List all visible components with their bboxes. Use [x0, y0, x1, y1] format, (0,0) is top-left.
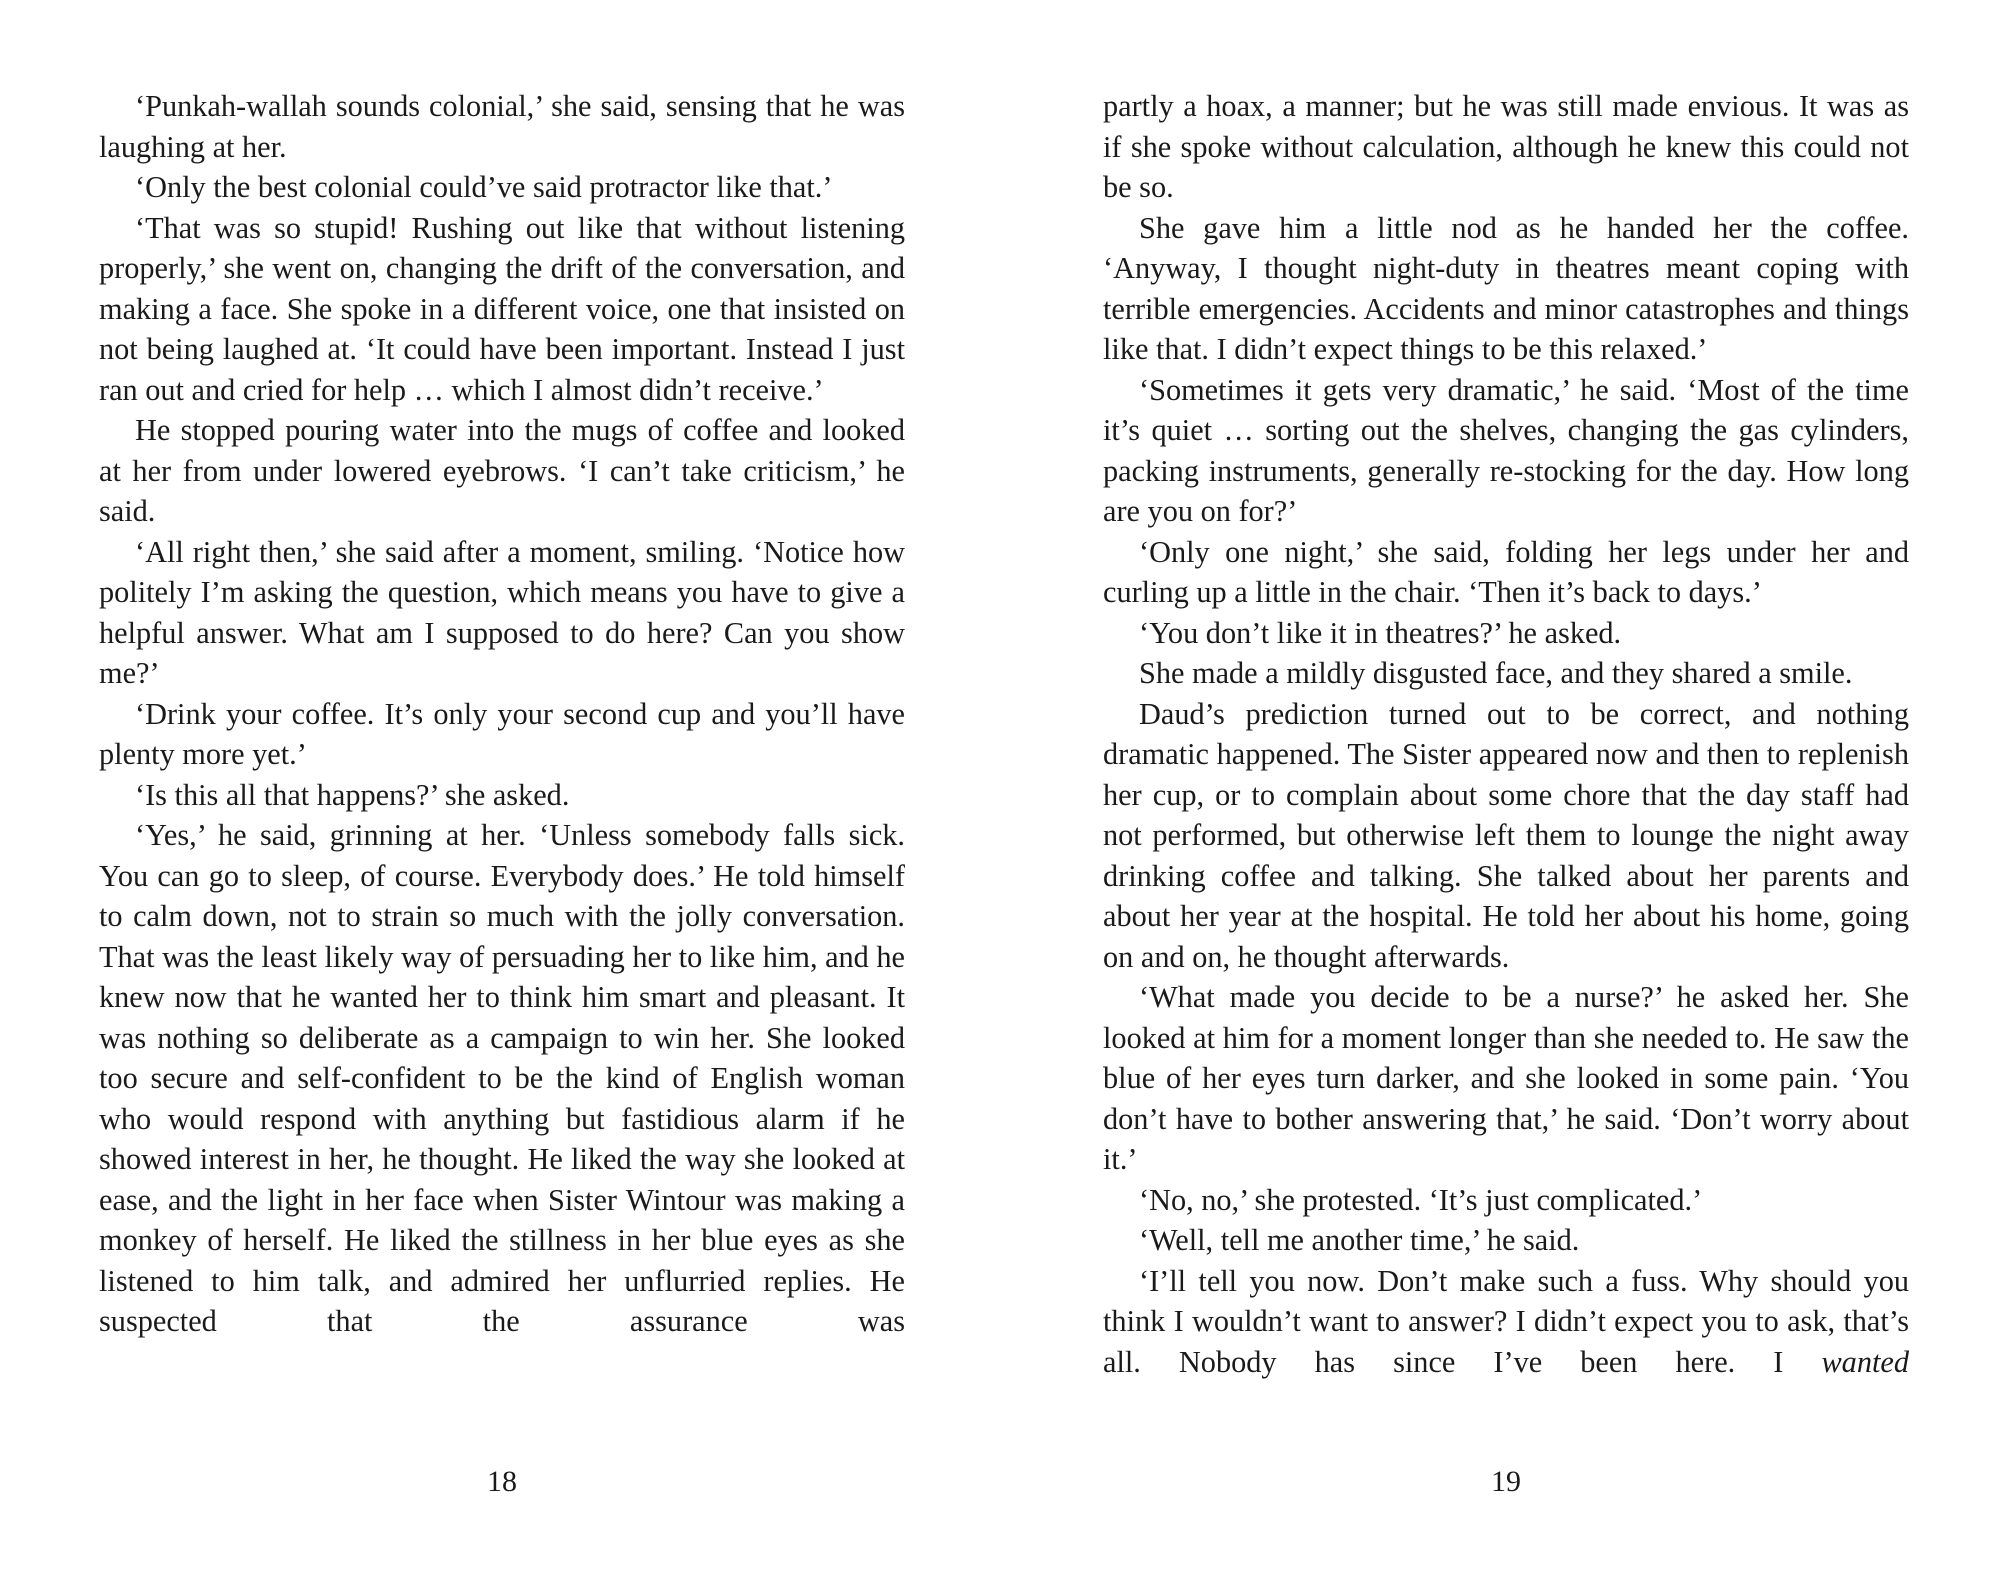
paragraph: ‘Well, tell me another time,’ he said.	[1139, 1223, 1580, 1257]
paragraph: ‘What made you decide to be a nurse?’ he asked her. She looked at him for a moment longer than she needed to. He saw the blue of her eyes turn darker, and she looked in some pain. ‘You don’t have to bother answering that,’ he said. ‘Don’t worry about it.’	[1103, 980, 1909, 1176]
paragraph: ‘You don’t like it in theatres?’ he asked.	[1139, 615, 1622, 650]
paragraph: ‘All right then,’ she said after a moment, smiling. ‘Notice how politely I’m asking the question, which means you have to give a helpful answer. What am I supposed to do here? Can you show me?’	[99, 534, 905, 690]
right-page	[1103, 86, 1909, 1382]
paragraph: He stopped pouring water into the mugs of coffee and looked at her from under lowered eyebrows. ‘I can’t take criticism,’ he said.	[99, 413, 905, 528]
paragraph: ‘No, no,’ she protested. ‘It’s just complicated.’	[1139, 1182, 1703, 1217]
paragraph: She gave him a little nod as he handed her the coffee. ‘Anyway, I thought night-duty in theatres meant coping with terrible emergencies. Accidents and minor catastrophes and things like that. I didn’t expect things to be this relaxed.’	[1103, 210, 1909, 366]
paragraph: ‘Drink your coffee. It’s only your second cup and you’ll have plenty more yet.’	[99, 696, 905, 771]
paragraph: ‘Yes,’ he said, grinning at her. ‘Unless somebody falls sick. You can go to sleep, of course. Everybody does.’ He told himself to calm down, not to strain so much with the jolly conversation. That was the least likely way of persuading her to like him, and he knew now that he wanted her to think him smart and pleasant. It was nothing so deliberate as a campaign to win her. She looked too secure and self-confident to be the kind of English woman who would respond with anything but fastidious alarm if he showed interest in her, he thought. He liked the way she looked at ease, and the light in her face when Sister Wintour was making a monkey of herself. He liked the stillness in her blue eyes as she listened to him talk, and admired her unflurried replies. He suspected that the assurance was	[99, 818, 906, 1338]
left-page	[99, 86, 905, 1342]
paragraph: Daud’s prediction turned out to be correct, and nothing dramatic happened. The Sister appeared now and then to replenish her cup, or to complain about some chore that the day staff had not performed, but otherwise left them to lounge the night away drinking coffee and talking. She talked about her parents and about her year at the hospital. He told her about his home, going on and on, he thought afterwards.	[1103, 696, 1909, 974]
paragraph: ‘Sometimes it gets very dramatic,’ he said. ‘Most of the time it’s quiet … sorting out the shelves, changing the gas cylinders, packing instruments, generally re-stocking for the day. How long are you on for?’	[1103, 372, 1909, 528]
continued-paragraph: partly a hoax, a manner; but he was still made envious. It was as if she spoke without calculation, although he knew this could not be so.	[1103, 89, 1909, 204]
page-number-right: 19	[1491, 1465, 1521, 1498]
last-paragraph-text: ‘I’ll tell you now. Don’t make such a fuss. Why should you think I wouldn’t want to answer? I didn’t expect you to ask, that’s all. Nobody has since I’ve been here. I	[1103, 1263, 1909, 1379]
paragraph: ‘Is this all that happens?’ she asked.	[135, 777, 570, 812]
paragraph: She made a mildly disgusted face, and they shared a smile.	[1139, 656, 1853, 690]
last-paragraph	[1103, 1261, 1909, 1383]
paragraph: ‘Only the best colonial could’ve said protractor like that.’	[135, 170, 833, 204]
paragraph: ‘That was so stupid! Rushing out like that without listening properly,’ she went on, changing the drift of the conversation, and making a face. She spoke in a different voice, one that insisted on not being laughed at. ‘It could have been important. Instead I just ran out and cried for help … which I almost didn’t receive.’	[99, 210, 905, 407]
italic-word: wanted	[1821, 1344, 1909, 1379]
paragraph: ‘Punkah-wallah sounds colonial,’ she said, sensing that he was laughing at her.	[99, 89, 905, 164]
page-number-left: 18	[487, 1465, 517, 1498]
paragraph: ‘Only one night,’ she said, folding her legs under her and curling up a little in the chair. ‘Then it’s back to days.’	[1103, 534, 1909, 609]
